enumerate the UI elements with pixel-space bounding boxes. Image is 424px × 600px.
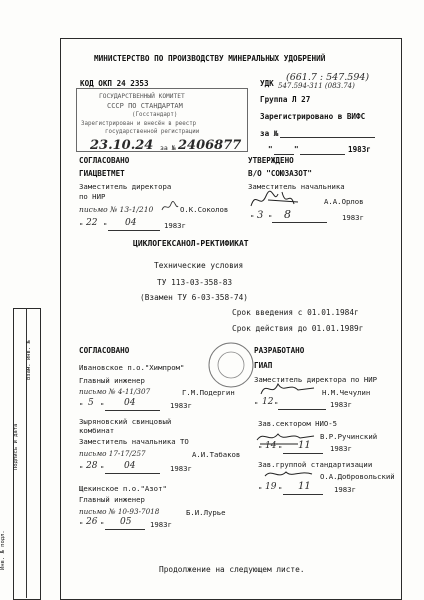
side-strip-label-2: Подпись и дата [13, 423, 19, 470]
side-strip-label-1: Инв. № подл. [0, 530, 6, 570]
agreed-1-date-quote-2: " [100, 401, 105, 410]
left-approval-header: СОГЛАСОВАНО [79, 156, 130, 165]
right-approval-date-quote: " [250, 213, 255, 222]
lab-month-line [283, 453, 323, 454]
intro-date: Срок введения с 01.01.1984г [232, 308, 359, 317]
reg-month-line [300, 154, 345, 155]
agreed-1-year: 1983г [170, 401, 192, 410]
ministry-title: МИНИСТЕРСТВО ПО ПРОИЗВОДСТВУ МИНЕРАЛЬНЫХ УДОБРЕНИЙ [94, 54, 326, 63]
developed-date-quote: " [254, 400, 259, 409]
right-approval-month: 8 [284, 208, 291, 221]
lab-date-quote-2: " [278, 444, 283, 453]
agreed-3-date-quote: " [79, 520, 84, 529]
agreed-3-day: 26 [86, 517, 98, 527]
agreed-2-day: 28 [86, 461, 98, 471]
registered-label: Зарегистрировано в ВИФС [260, 112, 366, 121]
std-month: 11 [298, 481, 311, 492]
udk-handwritten: (661.7 : 547.594) [286, 72, 370, 83]
agreed-3-name: Б.И.Лурье [186, 508, 226, 517]
left-approval-position-2: по НИР [79, 192, 106, 201]
right-approval-date-quote-2: " [268, 213, 273, 222]
developed-day: 12 [262, 397, 274, 407]
lab-year: 1983г [330, 444, 352, 453]
reg-number-label: за № [260, 129, 279, 138]
reg-day-line [274, 154, 294, 155]
agreed-2-letter: письмо 17-17/257 [79, 449, 146, 458]
agreed-1-month: 04 [124, 398, 136, 408]
agreed-3-date-quote-2: " [100, 520, 105, 529]
right-approval-day: 3 [257, 210, 264, 221]
left-approval-org: ГИАЦВЕТМЕТ [79, 169, 125, 178]
right-approval-signature [248, 188, 308, 212]
agreed-2-date-quote-2: " [100, 464, 105, 473]
left-approval-year: 1983г [164, 221, 186, 230]
reg-date-close: " [294, 145, 299, 154]
agreed-1-position: Главный инженер [79, 376, 145, 385]
agreed-3-letter: письмо № 10-93-7018 [79, 507, 160, 516]
agreed-2-org: Зыряновский свинцовый [79, 417, 172, 426]
developed-date-quote-2: " [274, 400, 279, 409]
agreed-2-year: 1983г [170, 464, 192, 473]
developed-header: РАЗРАБОТАНО [254, 346, 305, 355]
agreed-2-month: 04 [124, 461, 136, 471]
std-day: 19 [265, 482, 277, 492]
std-name: О.А.Добровольский [320, 472, 395, 481]
agreed-1-org: Ивановское п.о."Химпром" [79, 363, 185, 372]
stamp-line-3: (Госстандарт) [132, 112, 178, 118]
stamp-reg-label: за № [160, 144, 176, 152]
lab-day: 14 [265, 441, 277, 451]
developed-month-line [278, 409, 326, 410]
document-title: ЦИКЛОГЕКСАНОЛ-РЕКТИФИКАТ [133, 239, 249, 248]
left-approval-name: О.К.Соколов [180, 205, 229, 214]
std-date-quote: " [258, 485, 263, 494]
agreed-1-date-quote: " [79, 401, 84, 410]
side-strip-label-3: Взам. инв. № [26, 340, 32, 380]
agreed-2-month-line [105, 473, 160, 474]
std-date-quote-2: " [278, 485, 283, 494]
reg-date-open: " [268, 145, 273, 154]
agreed-1-letter: письмо № 4-11/307 [79, 387, 151, 396]
stamp-reg-number: 2406877 [178, 138, 242, 153]
left-approval-signature [160, 200, 180, 214]
document-subtitle: Технические условия [154, 261, 244, 270]
round-stamp [206, 340, 256, 390]
left-approval-month-line [108, 230, 160, 231]
okp-code: КОД ОКП 24 2353 [80, 79, 149, 88]
udk-label: УДК [260, 79, 274, 88]
std-year: 1983г [334, 485, 356, 494]
developed-org: ГИАП [254, 361, 273, 370]
reg-year: 1983г [348, 145, 371, 154]
document-tu: ТУ 113-03-358-83 [157, 278, 233, 287]
std-head: Зав.группой стандартизации [258, 460, 373, 469]
right-approval-month-line [272, 222, 327, 223]
agreed-2-name: А.И.Табаков [192, 450, 241, 459]
agreed-1-month-line [105, 410, 160, 411]
lab-head: Зав.сектором НИО-5 [258, 419, 338, 428]
std-month-line [283, 494, 323, 495]
developed-position: Заместитель директора по НИР [254, 375, 378, 384]
right-approval-org: В/О "СОЮЗАЗОТ" [248, 169, 313, 178]
agreed-3-position: Главный инженер [79, 495, 145, 504]
right-approval-position: Заместитель начальника [248, 182, 345, 191]
right-approval-year: 1983г [342, 213, 364, 222]
developed-year: 1983г [330, 400, 352, 409]
lab-date-quote: " [258, 444, 263, 453]
reg-number-line [280, 137, 375, 138]
agreed-3-org: Щекинское п.о."Азот" [79, 484, 167, 493]
left-approval-position-1: Заместитель директора [79, 182, 172, 191]
agreed-2-org-2: комбинат [79, 426, 115, 435]
left-approval-date-quote: " [79, 221, 84, 230]
stamp-reg-handwritten: 23.10.24 [90, 138, 154, 153]
stamp-line-4: Зарегистрирован и внесён в реестр [81, 121, 197, 127]
agreed-2-date-quote: " [79, 464, 84, 473]
left-approval-letter: письмо № 13-1/210 [79, 205, 154, 214]
developed-name: Н.М.Чечулин [322, 388, 371, 397]
agreed-header: СОГЛАСОВАНО [79, 346, 130, 355]
agreed-3-month: 05 [120, 517, 132, 527]
right-approval-name: А.А.Орлов [324, 197, 364, 206]
lab-name: В.Р.Ручинский [320, 432, 378, 441]
udk-handwritten-2: 547.594-311 (083.74) [278, 82, 355, 90]
left-approval-day: 22 [86, 218, 98, 228]
stamp-line-2: СССР ПО СТАНДАРТАМ [107, 102, 183, 110]
footer-continuation: Продолжение на следующем листе. [159, 565, 305, 574]
stamp-line-5: государственной регистрации [105, 129, 200, 135]
agreed-2-position: Заместитель начальника ТО [79, 437, 189, 446]
agreed-3-month-line [105, 529, 145, 530]
validity-date: Срок действия до 01.01.1989г [232, 324, 364, 333]
lab-month: 11 [298, 440, 311, 451]
agreed-1-name: Г.М.Подергин [182, 388, 235, 397]
group-label: Группа Л 27 [260, 95, 311, 104]
document-replaces: (Взамен ТУ 6-03-358-74) [140, 293, 248, 302]
agreed-1-day: 5 [88, 398, 94, 408]
agreed-3-year: 1983г [150, 520, 172, 529]
left-approval-date-quote-2: " [103, 221, 108, 230]
left-approval-month: 04 [125, 218, 137, 228]
stamp-line-1: ГОСУДАРСТВЕННЫЙ КОМИТЕТ [99, 93, 185, 100]
right-approval-header: УТВЕРЖДЕНО [248, 156, 294, 165]
